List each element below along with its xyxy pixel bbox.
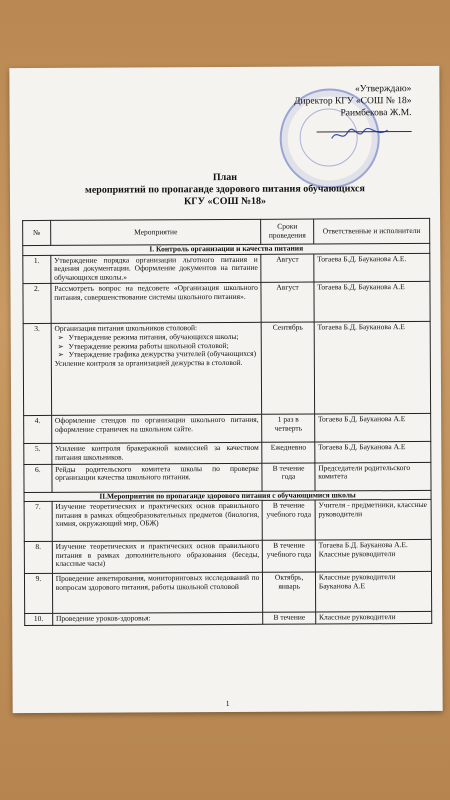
table-row (24, 442, 431, 464)
list-item: ➢ Утверждение графика дежурства учителей (обучающихся) (69, 350, 259, 360)
row-num: 2. (23, 284, 51, 324)
row-resp: Тогаева Б.Д. Бауканова А.Е (314, 282, 430, 323)
row-event: Изучение теоретических и практических основ правильного питания в рамках дополнительного образования (беседы, классные часы) (52, 540, 263, 573)
table-row (24, 540, 431, 574)
title-line-3: КГУ «СОШ №18» (183, 195, 267, 208)
row-time: 1 раз в четверть (262, 414, 315, 442)
bullet-list (54, 333, 258, 360)
list-item: ➢ Утверждение режима питания, обучающихся школы; (68, 333, 258, 343)
row-resp: Классные руководители (316, 612, 432, 625)
row-num: 3. (23, 324, 51, 416)
row-num: 9. (24, 574, 52, 614)
row-time: Август (261, 254, 314, 283)
row-time: Сентябрь (262, 322, 315, 414)
row-time: В течение учебного года (263, 540, 316, 572)
section-title: I. Контроль организации и качества питания (23, 243, 430, 255)
header-num: № (23, 220, 51, 245)
row-time: В течение года (262, 463, 315, 491)
row-resp: Тогаева Б.Д. Бауканова А.Е (314, 414, 430, 443)
row-event: Проведение уроков-здоровья: (52, 612, 263, 625)
row-num: 6. (24, 464, 52, 492)
row-event: Проведение анкетирования, мониторинговых исследований по вопросам здорового питания, работы школьной столовой (52, 572, 263, 613)
table-row (23, 253, 430, 284)
table-row (24, 500, 431, 542)
table-row (25, 612, 432, 626)
row-event-tail: Усиление контроля за организацией дежурства в столовой. (54, 357, 243, 368)
approval-block (294, 83, 412, 133)
table-row (24, 572, 431, 614)
table-row (23, 322, 430, 416)
approval-director: Директор КГУ «СОШ № 18» (294, 96, 412, 107)
row-num: 1. (23, 255, 51, 284)
row-time: В течение учебного года (263, 500, 316, 540)
row-event: Утверждение порядка организации льготного питания и ведения документации. Оформление документов на питание обучающихся школы.» (51, 254, 262, 284)
row-time: Октябрь, январь (263, 572, 316, 612)
signature-line (317, 119, 412, 132)
row-resp: Тогаева Б.Д. Бауканова А.Е (314, 322, 431, 415)
row-num: 10. (25, 614, 53, 626)
plan-table (22, 218, 432, 626)
row-resp: Председатели родительского комитета (315, 462, 431, 491)
row-resp: Тогаева Б.Д. Бауканова А.Е. (314, 253, 430, 282)
row-num: 5. (24, 444, 52, 464)
table-row (23, 282, 430, 324)
table-row (24, 462, 431, 492)
row-time: Ежедневно (262, 442, 315, 462)
row-event: Оформление стендов по организации школьного питания, оформление страничек на школьном сайте. (51, 415, 262, 444)
title-line-1: План (212, 171, 237, 184)
page-number: 1 (225, 698, 230, 709)
header-time: Сроки проведения (261, 219, 314, 244)
row-num: 8. (24, 542, 52, 574)
row-time: В течение (263, 612, 315, 624)
row-event: Усиление контроля бракеражной комиссией за качеством питания школьников. (52, 443, 263, 464)
row-resp: Учителя - предметники, классные руководители (315, 500, 431, 541)
document-title (10, 171, 440, 209)
header-event: Мероприятие (50, 219, 261, 245)
approval-name: Раимбекова Ж.М. (340, 108, 412, 119)
list-item: ➢ Утверждение режима работы школьной столовой; (69, 341, 259, 351)
row-event-intro: Организация питания школьников столовой: (54, 323, 198, 334)
row-num: 4. (24, 416, 52, 444)
section-title: II.Мероприятия по пропаганде здорового питания с обучающимися школы (24, 490, 431, 502)
table-header-row (23, 218, 430, 245)
header-resp: Ответственные и исполнители (313, 218, 429, 244)
row-num: 7. (24, 502, 52, 542)
row-resp: Классные руководители Бауканова А.Е (315, 572, 431, 613)
row-event (51, 323, 262, 416)
title-line-2: мероприятий по пропаганде здорового питания обучающихся (84, 183, 365, 196)
table-row (24, 414, 431, 444)
row-event: Рассмотреть вопрос на педсовете «Организация школьного питания, совершенствование системы школьного питания». (51, 283, 262, 324)
row-event: Рейды родительского комитета школы по проверке организации качества школьного питания. (52, 463, 263, 492)
approval-title: «Утверждаю» (354, 84, 412, 95)
row-time: Август (261, 282, 314, 322)
row-resp: Тогаева Б.Д. Бауканова А.Е. Классные руководители (315, 540, 431, 573)
row-event: Изучение теоретических и практических основ правильного питания в рамках общеобразовательных предметов (биология, химия, окружающий мир, ОБЖ) (52, 500, 263, 541)
document-page (9, 66, 442, 713)
row-resp: Тогаева Б.Д. Бауканова А.Е (315, 442, 431, 463)
